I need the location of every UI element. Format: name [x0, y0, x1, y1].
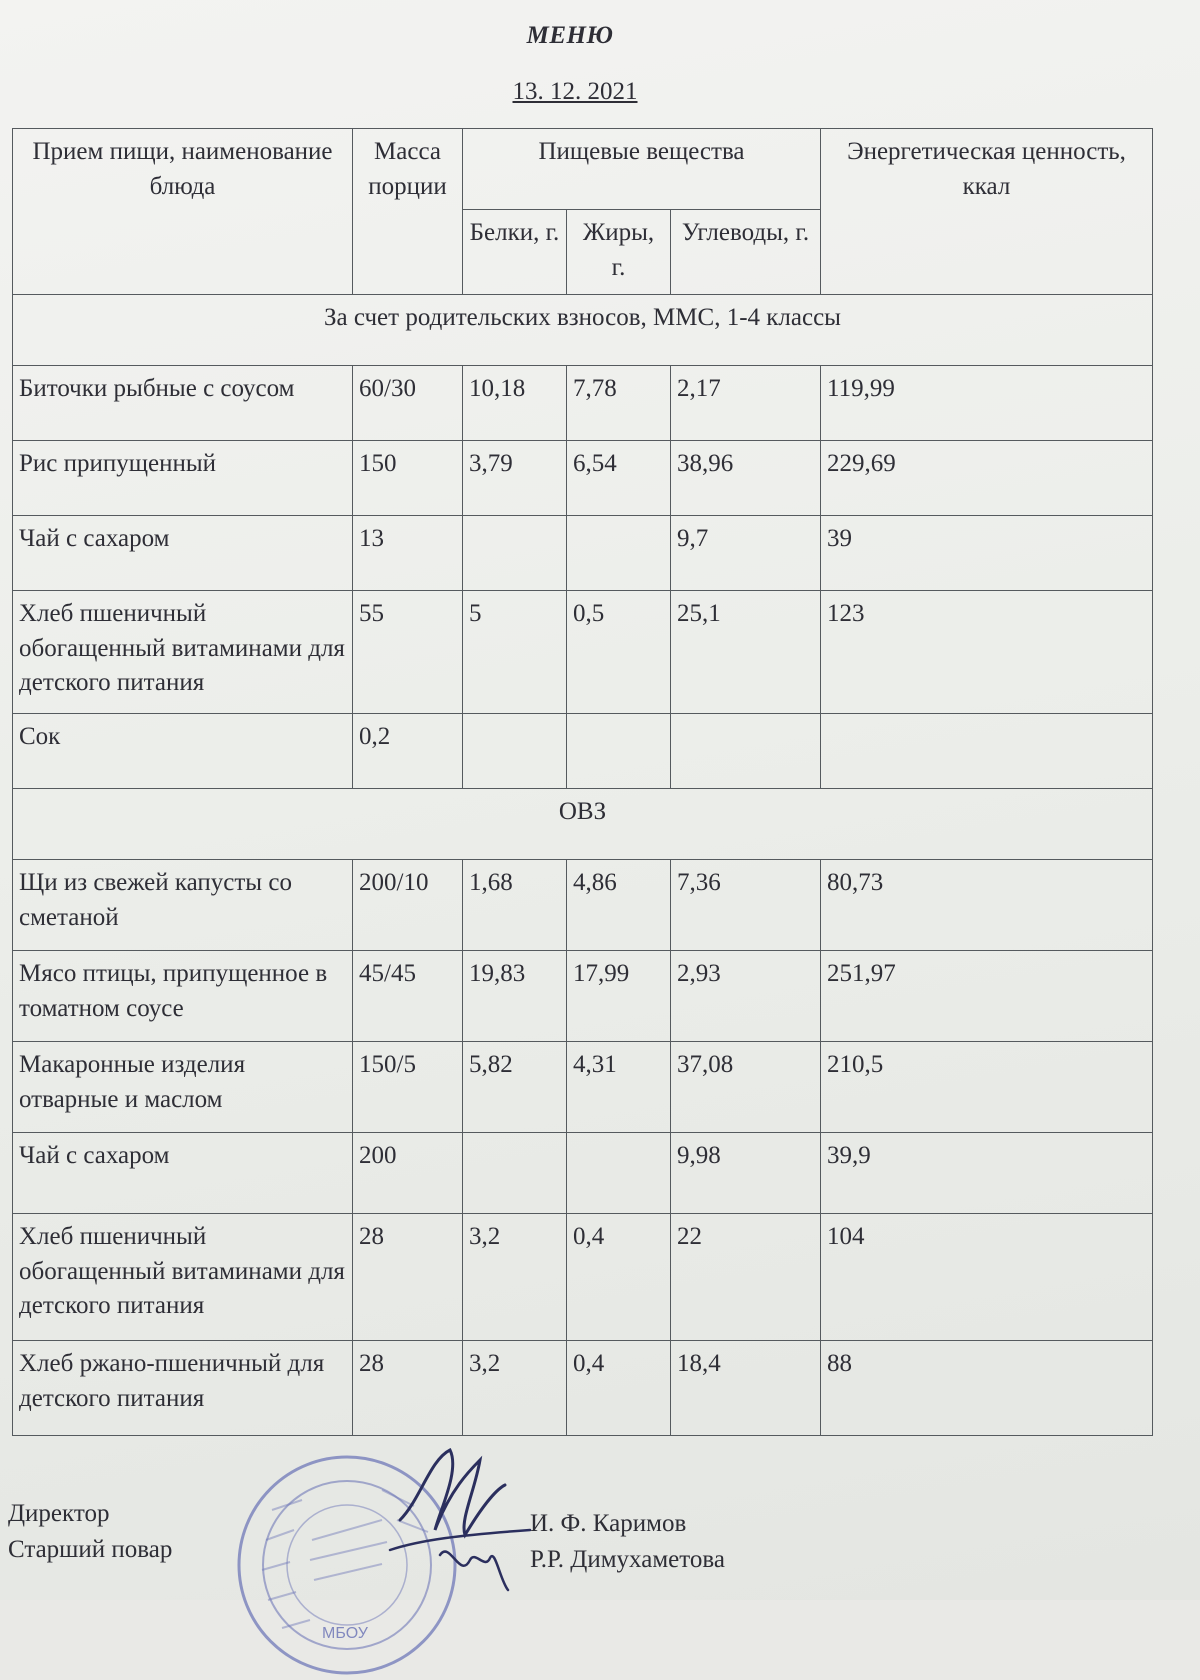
- table-row: [13, 1133, 1153, 1214]
- dish-name: Чай с сахаром: [13, 1133, 353, 1214]
- dish-name: Макаронные изделия отварные и маслом: [13, 1042, 353, 1133]
- dish-mass: 45/45: [353, 951, 463, 1042]
- header-mass: Масса порции: [353, 129, 463, 295]
- dish-fat: 4,31: [567, 1042, 671, 1133]
- dish-carbs: 2,93: [671, 951, 821, 1042]
- dish-protein: [463, 516, 567, 591]
- menu-table: [12, 128, 1153, 1436]
- table-header-row: [13, 129, 1153, 210]
- table-row: [13, 516, 1153, 591]
- menu-date: 13. 12. 2021: [512, 78, 638, 105]
- dish-name: Чай с сахаром: [13, 516, 353, 591]
- dish-mass: 28: [353, 1214, 463, 1341]
- dish-name: Сок: [13, 714, 353, 789]
- dish-name: Рис припущенный: [13, 441, 353, 516]
- table-row: [13, 860, 1153, 951]
- dish-mass: 150/5: [353, 1042, 463, 1133]
- dish-mass: 13: [353, 516, 463, 591]
- dish-name: Мясо птицы, припущенное в томатном соусе: [13, 951, 353, 1042]
- dish-fat: [567, 516, 671, 591]
- dish-protein: 5,82: [463, 1042, 567, 1133]
- header-nutrients: Пищевые вещества: [463, 129, 821, 210]
- dish-fat: [567, 1133, 671, 1214]
- dish-carbs: 38,96: [671, 441, 821, 516]
- dish-name: Хлеб пшеничный обогащенный витаминами для детского питания: [13, 1214, 353, 1341]
- dish-mass: 150: [353, 441, 463, 516]
- table-row: [13, 1341, 1153, 1436]
- header-carbs: Углеводы, г.: [671, 210, 821, 295]
- dish-fat: [567, 714, 671, 789]
- dish-energy: 210,5: [821, 1042, 1153, 1133]
- dish-protein: 3,2: [463, 1214, 567, 1341]
- director-role: Директор: [8, 1500, 110, 1527]
- dish-energy: 119,99: [821, 366, 1153, 441]
- dish-mass: 55: [353, 591, 463, 714]
- dish-carbs: 9,98: [671, 1133, 821, 1214]
- dish-protein: [463, 714, 567, 789]
- dish-fat: 7,78: [567, 366, 671, 441]
- dish-carbs: 9,7: [671, 516, 821, 591]
- dish-protein: 10,18: [463, 366, 567, 441]
- dish-carbs: [671, 714, 821, 789]
- dish-name: Хлеб ржано-пшеничный для детского питания: [13, 1341, 353, 1436]
- dish-fat: 6,54: [567, 441, 671, 516]
- dish-name: Биточки рыбные с соусом: [13, 366, 353, 441]
- table-row: [13, 1042, 1153, 1133]
- dish-energy: 80,73: [821, 860, 1153, 951]
- table-row: [13, 366, 1153, 441]
- dish-carbs: 22: [671, 1214, 821, 1341]
- dish-mass: 0,2: [353, 714, 463, 789]
- section-row: [13, 295, 1153, 366]
- dish-energy: 39: [821, 516, 1153, 591]
- header-energy: Энергетическая ценность, ккал: [821, 129, 1153, 295]
- dish-energy: 104: [821, 1214, 1153, 1341]
- header-protein: Белки, г.: [463, 210, 567, 295]
- dish-energy: 88: [821, 1341, 1153, 1436]
- header-fat: Жиры, г.: [567, 210, 671, 295]
- dish-fat: 17,99: [567, 951, 671, 1042]
- dish-fat: 0,5: [567, 591, 671, 714]
- dish-name: Хлеб пшеничный обогащенный витаминами для детского питания: [13, 591, 353, 714]
- section-title: За счет родительских взносов, ММС, 1-4 классы: [13, 295, 1153, 366]
- chef-role: Старший повар: [8, 1536, 173, 1563]
- table-row: [13, 591, 1153, 714]
- table-row: [13, 714, 1153, 789]
- dish-mass: 200: [353, 1133, 463, 1214]
- dish-fat: 0,4: [567, 1214, 671, 1341]
- dish-protein: 19,83: [463, 951, 567, 1042]
- dish-protein: 3,79: [463, 441, 567, 516]
- table-row: [13, 951, 1153, 1042]
- dish-mass: 200/10: [353, 860, 463, 951]
- dish-carbs: 37,08: [671, 1042, 821, 1133]
- director-name: И. Ф. Каримов: [530, 1510, 687, 1537]
- chef-name: Р.Р. Димухаметова: [530, 1546, 725, 1573]
- dish-energy: 251,97: [821, 951, 1153, 1042]
- dish-energy: 123: [821, 591, 1153, 714]
- dish-protein: 3,2: [463, 1341, 567, 1436]
- dish-energy: 39,9: [821, 1133, 1153, 1214]
- section-title: ОВЗ: [13, 789, 1153, 860]
- dish-protein: 1,68: [463, 860, 567, 951]
- dish-mass: 60/30: [353, 366, 463, 441]
- dish-carbs: 7,36: [671, 860, 821, 951]
- page-title: МЕНЮ: [526, 22, 614, 49]
- dish-mass: 28: [353, 1341, 463, 1436]
- header-dish: Прием пищи, наименование блюда: [13, 129, 353, 295]
- dish-name: Щи из свежей капусты со сметаной: [13, 860, 353, 951]
- dish-protein: [463, 1133, 567, 1214]
- dish-carbs: 25,1: [671, 591, 821, 714]
- dish-fat: 4,86: [567, 860, 671, 951]
- signatures-block: [0, 1480, 1200, 1600]
- dish-energy: [821, 714, 1153, 789]
- table-row: [13, 1214, 1153, 1341]
- stamp-label: МБОУ: [322, 1625, 368, 1642]
- dish-energy: 229,69: [821, 441, 1153, 516]
- dish-protein: 5: [463, 591, 567, 714]
- dish-carbs: 2,17: [671, 366, 821, 441]
- table-row: [13, 441, 1153, 516]
- dish-fat: 0,4: [567, 1341, 671, 1436]
- dish-carbs: 18,4: [671, 1341, 821, 1436]
- section-row: [13, 789, 1153, 860]
